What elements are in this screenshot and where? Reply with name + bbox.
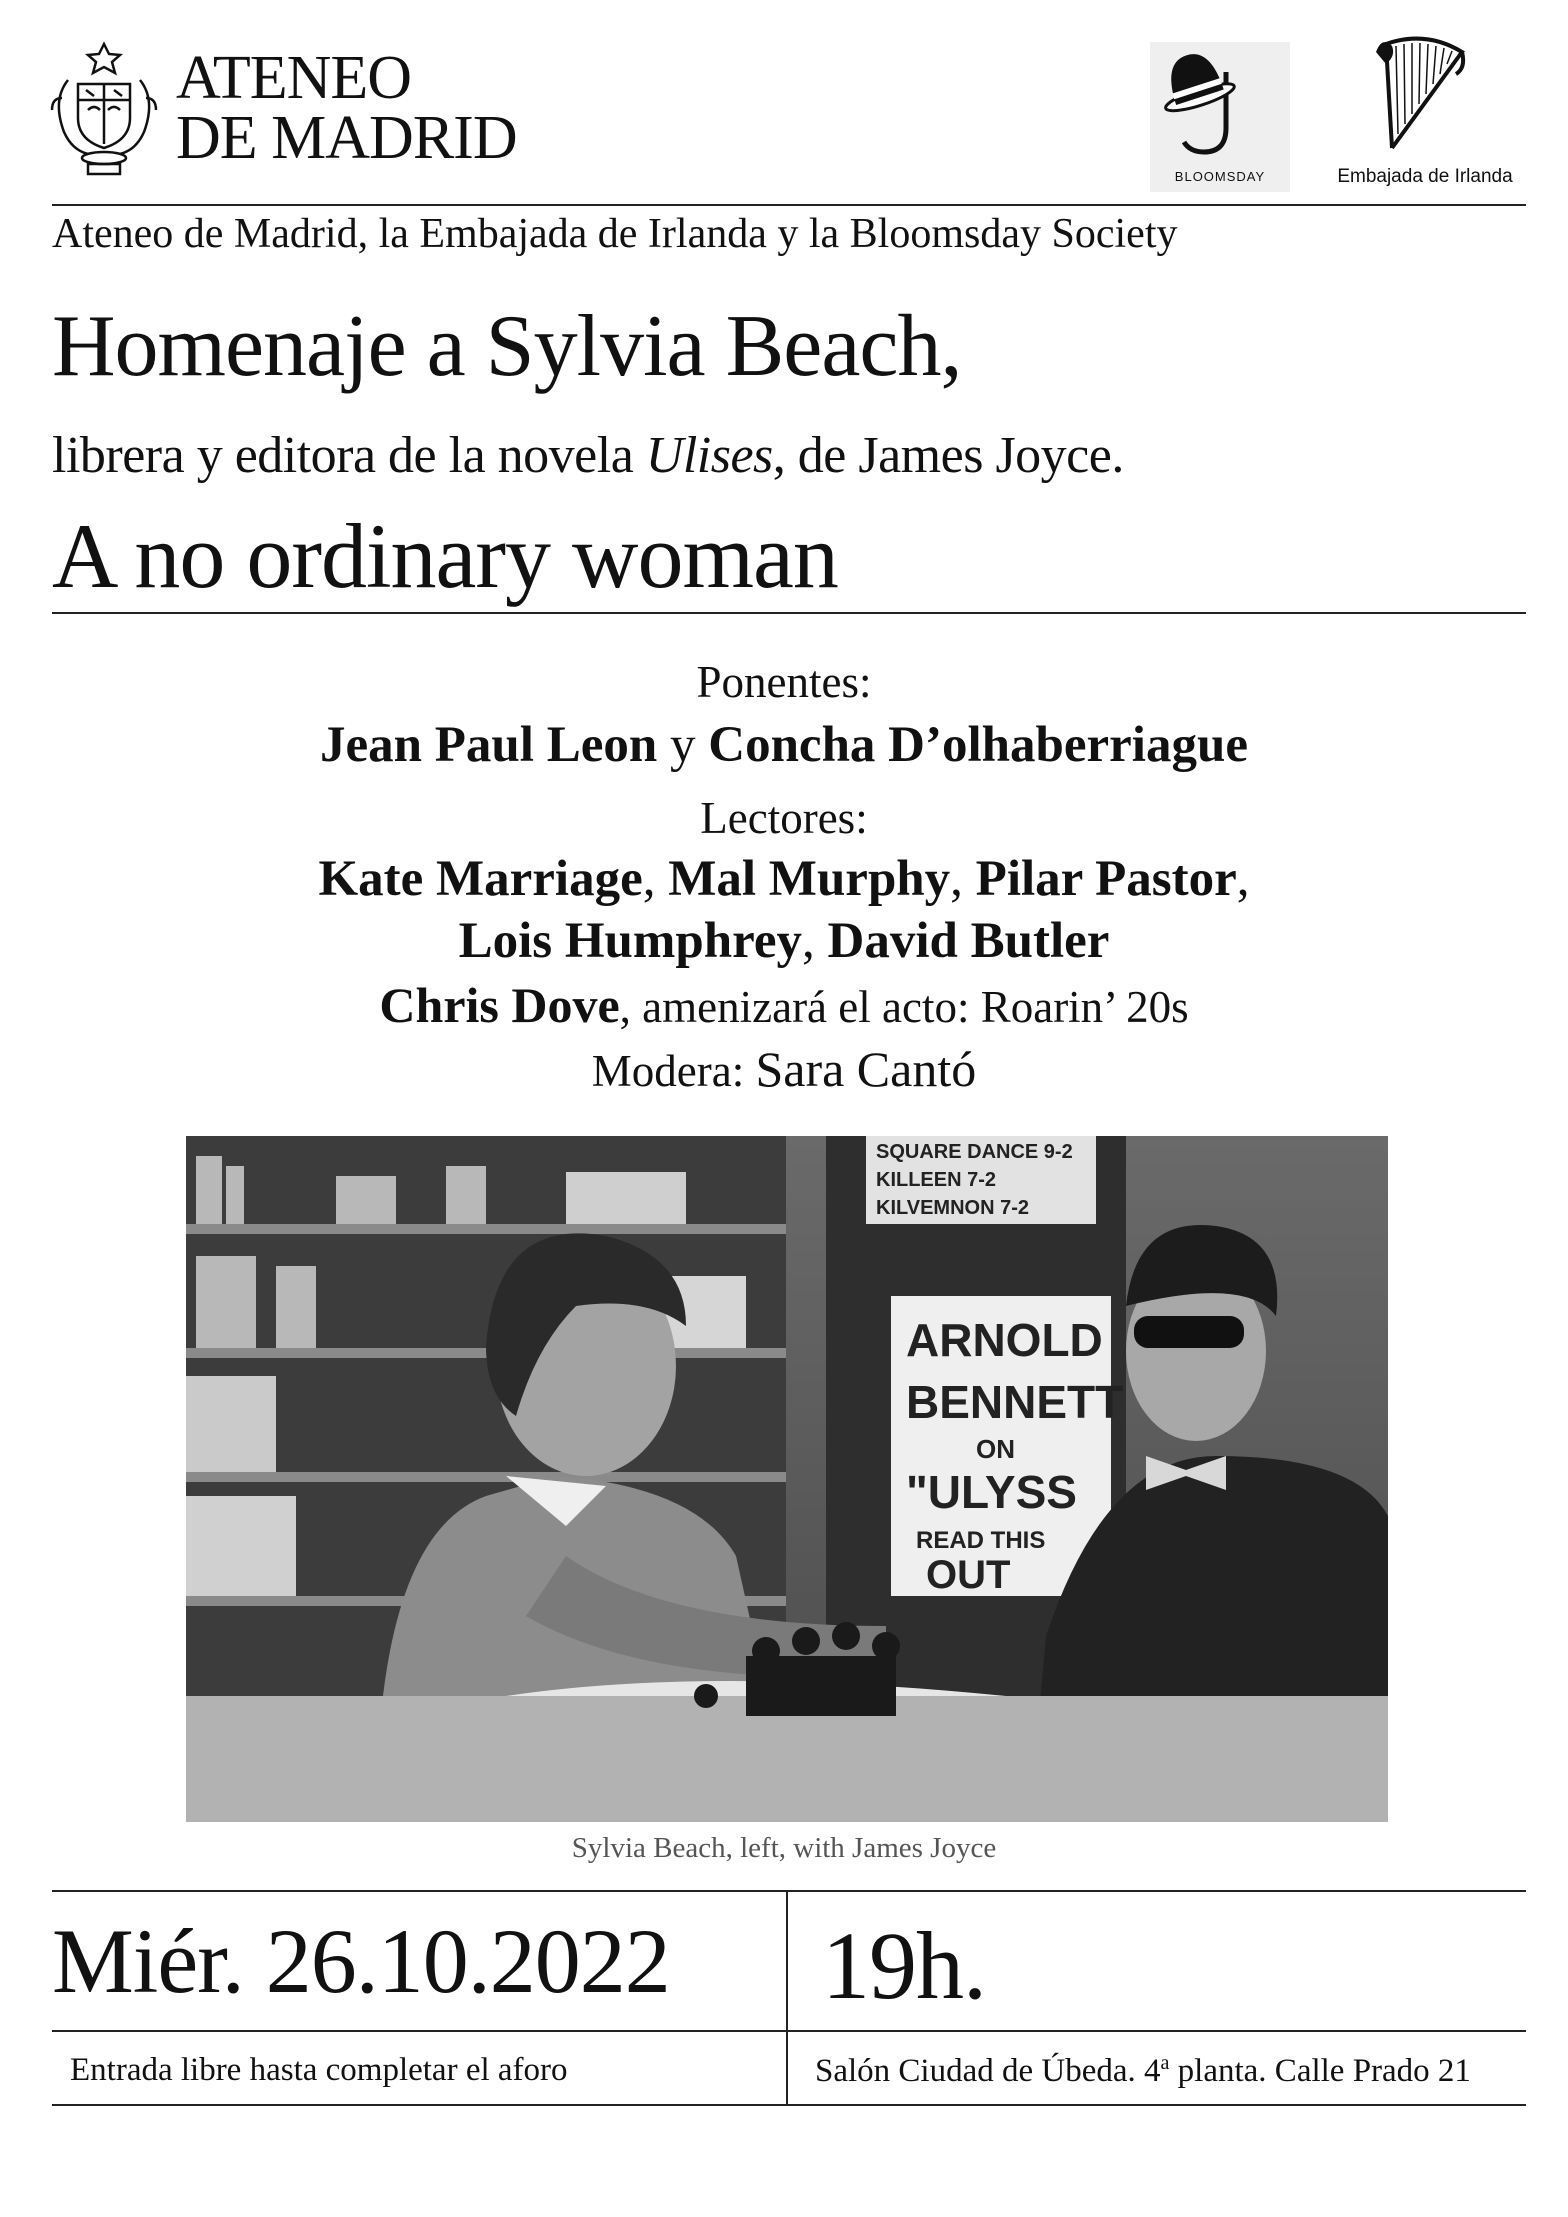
reader-name: David Butler bbox=[827, 913, 1110, 969]
venue-superscript: a bbox=[1160, 2052, 1170, 2074]
reader-separator: , bbox=[642, 851, 669, 907]
speaker-name: Concha D’olhaberriague bbox=[708, 717, 1248, 773]
divider-footer-bottom bbox=[52, 2104, 1526, 2106]
reader-name: Pilar Pastor bbox=[975, 851, 1237, 907]
music-text: , amenizará el acto: Roarin’ 20s bbox=[619, 982, 1189, 1032]
poster-line-4: "ULYSS bbox=[906, 1466, 1077, 1518]
event-tagline: A no ordinary woman bbox=[52, 505, 838, 607]
venue-info bbox=[815, 2052, 1471, 2090]
ateneo-line2: DE MADRID bbox=[176, 104, 517, 172]
musician-name: Chris Dove bbox=[379, 977, 620, 1033]
venue-before: Salón Ciudad de Úbeda. 4 bbox=[815, 2053, 1161, 2089]
speaker-name: Jean Paul Leon bbox=[320, 717, 658, 773]
event-time: 19h. bbox=[822, 1912, 986, 2019]
divider-top bbox=[52, 204, 1526, 206]
event-subtitle bbox=[52, 426, 1124, 485]
speakers-names bbox=[0, 716, 1568, 774]
divider-footer-vertical bbox=[786, 1890, 788, 2106]
embassy-label: Embajada de Irlanda bbox=[1337, 166, 1513, 187]
moderator-label: Modera: bbox=[591, 1046, 756, 1096]
reader-separator: , bbox=[950, 851, 976, 907]
bloomsday-logo-icon bbox=[1150, 42, 1290, 172]
reader-separator: , bbox=[1236, 851, 1250, 907]
moderator-name: Sara Cantó bbox=[755, 1041, 977, 1097]
readers-line-2 bbox=[0, 912, 1568, 970]
ateneo-line1: ATENEO bbox=[176, 44, 412, 112]
poster-line-6: OUT bbox=[926, 1553, 1011, 1597]
speakers-connector: y bbox=[657, 717, 709, 773]
speakers-label: Ponentes: bbox=[696, 657, 872, 707]
moderator-line bbox=[0, 1040, 1568, 1098]
divider-footer-middle bbox=[52, 2030, 1526, 2032]
venue-after: planta. Calle Prado 21 bbox=[1169, 2053, 1471, 2089]
divider-footer-top bbox=[52, 1890, 1526, 1892]
bill-line-2: KILLEEN 7-2 bbox=[876, 1169, 997, 1191]
reader-name: Kate Marriage bbox=[318, 851, 643, 907]
bloomsday-logo bbox=[1150, 42, 1290, 192]
event-title: Homenaje a Sylvia Beach, bbox=[52, 298, 962, 395]
music-line bbox=[0, 976, 1568, 1034]
poster-line-5: READ THIS bbox=[916, 1527, 1046, 1554]
photo-illustration bbox=[186, 1136, 1388, 1822]
entry-info: Entrada libre hasta completar el aforo bbox=[70, 2052, 568, 2088]
subtitle-italic: Ulises bbox=[645, 427, 773, 484]
reader-separator: , bbox=[801, 913, 828, 969]
reader-name: Mal Murphy bbox=[668, 851, 951, 907]
poster-line-1: ARNOLD bbox=[906, 1314, 1103, 1366]
subtitle-before: librera y editora de la novela bbox=[52, 427, 646, 484]
organizers-line: Ateneo de Madrid, la Embajada de Irlanda y la Bloomsday Society bbox=[52, 211, 1178, 257]
poster-line-2: BENNETT bbox=[906, 1376, 1124, 1428]
historic-photo bbox=[186, 1136, 1388, 1822]
readers-line-1 bbox=[0, 850, 1568, 908]
irish-harp-icon bbox=[1368, 30, 1476, 158]
subtitle-after: , de James Joyce. bbox=[772, 427, 1124, 484]
bloomsday-label: BLOOMSDAY bbox=[1174, 169, 1266, 184]
divider-middle bbox=[52, 612, 1526, 614]
event-date: Miér. 26.10.2022 bbox=[52, 1910, 670, 2012]
poster-line-3: ON bbox=[976, 1434, 1015, 1464]
reader-name: Lois Humphrey bbox=[458, 913, 802, 969]
bill-line-3: KILVEMNON 7-2 bbox=[876, 1197, 1029, 1219]
readers-label: Lectores: bbox=[700, 793, 868, 843]
ateneo-name bbox=[176, 44, 517, 172]
photo-caption: Sylvia Beach, left, with James Joyce bbox=[571, 1832, 997, 1864]
ateneo-crest-icon bbox=[48, 40, 160, 178]
bill-line-1: SQUARE DANCE 9-2 bbox=[876, 1141, 1073, 1163]
